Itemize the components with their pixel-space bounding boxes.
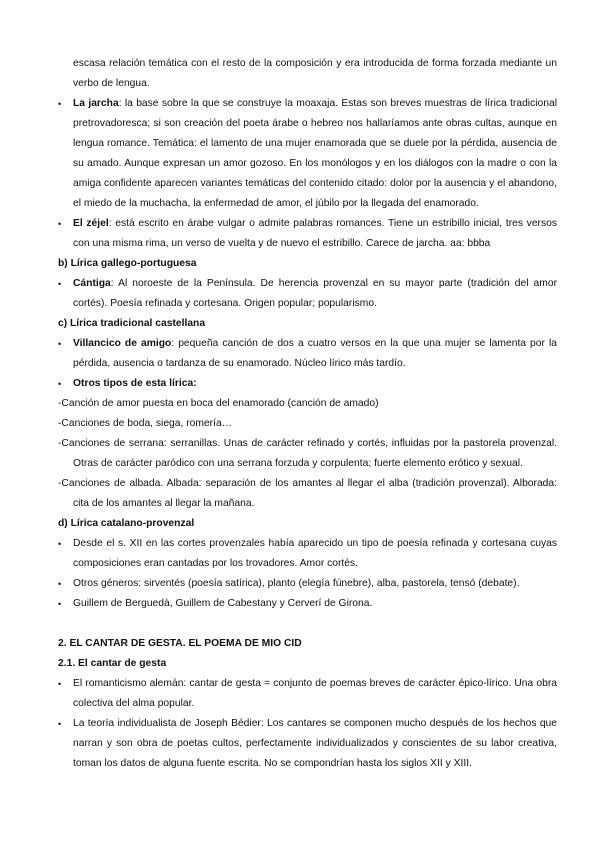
bullet-otros-generos: • Otros géneros: sirventés (poesía satírica), planto (elegía fúnebre), alba, pastorela, tensó (debate). [58, 574, 557, 594]
bullet-romanticismo-aleman: • El romanticismo alemán: cantar de gesta = conjunto de poemas breves de carácter épico-lírico. Una obra colectiva del alma popular. [58, 674, 557, 714]
subsection-heading-el-cantar-de-gesta: 2.1. El cantar de gesta [58, 658, 167, 669]
dash-item-boda-siega: -Canciones de boda, siega, romería… [58, 418, 232, 429]
bullet-icon: • [58, 719, 62, 729]
dash-item-serrana: -Canciones de serrana: serranillas. Unas de carácter refinado y cortés, influidas por la pastorela provenzal. Otras de carácter paródico con una serrana forzuda y corpulenta; fuerte elemento erótico y sexual. [58, 438, 557, 469]
bullet-icon: • [58, 279, 62, 289]
bullet-icon: • [58, 339, 62, 349]
bullet-icon: • [58, 99, 62, 109]
bullet-icon: • [58, 379, 62, 389]
bullet-icon: • [58, 539, 62, 549]
term-cantiga: Cántiga [73, 278, 111, 289]
bullet-icon: • [58, 219, 62, 229]
bullet-jarcha: • La jarcha: la base sobre la que se construye la moaxaja. Estas son breves muestras de lírica tradicional pretrovadoresca; si son creación del poeta árabe o hebreo nos hallaríamos ante obras cultas, aunque en lengua romance. Temática: el lamento de una mujer enamorada que se duele por la pérdida, ausencia de su amado. Aunque expresan un amor gozoso. En los monólogos y en los diálogos con la madre o con la amiga confidente aparecen variantes temáticas del contenido citado: dolor por la ausencia y el abandono, el miedo de la muchacha, la enfermedad de amor, el júbilo por la llegada del enamorado. [58, 94, 557, 214]
subheading-lirica-tradicional-castellana: c) Lírica tradicional castellana [58, 318, 206, 329]
bullet-cantiga: • Cántiga: Al noroeste de la Península. De herencia provenzal en su mayor parte (tradición del amor cortés). Poesía refinada y cortesana. Origen popular; popularismo. [58, 274, 557, 314]
bullet-otros-tipos: • Otros tipos de esta lírica: [58, 374, 557, 394]
subheading-lirica-catalano-provenzal: d) Lírica catalano-provenzal [58, 518, 195, 529]
bullet-zejel: • El zéjel: está escrito en árabe vulgar o admite palabras romances. Tiene un estribillo inicial, tres versos con una misma rima, un verso de vuelta y de nuevo el estribillo. Carece de jarcha. aa: bbba [58, 214, 557, 254]
section-heading-cantar-de-gesta: 2. EL CANTAR DE GESTA. EL POEMA DE MIO CID [58, 638, 302, 649]
term-villancico: Villancico de amigo [73, 338, 172, 349]
bullet-icon: • [58, 599, 62, 609]
term-zejel: El zéjel [73, 218, 109, 229]
bullet-teoria-individualista: • La teoría individualista de Joseph Bédier: Los cantares se componen mucho después de los hechos que narran y son obra de poetas cultos, perfectamente individualizados y conscientes de su labor creativa, toman los datos de alguna fuente escrita. No se compondrían hasta los siglos XII y XIII. [58, 714, 557, 774]
bullet-guillem: • Guillem de Berguedà, Guillem de Cabestany y Cerverí de Girona. [58, 594, 557, 614]
bullet-icon: • [58, 679, 62, 689]
bullet-cortes-provenzales: • Desde el s. XII en las cortes provenzales había aparecido un tipo de poesía refinada y cortesana cuyas composiciones eran cantadas por los trovadores. Amor cortés. [58, 534, 557, 574]
paragraph-moaxaja-continuation: escasa relación temática con el resto de la composición y era introducida de forma forzada mediante un verbo de lengua. [73, 58, 557, 89]
subheading-lirica-gallego-portuguesa: b) Lírica gallego-portuguesa [58, 258, 197, 269]
bullet-villancico: • Villancico de amigo: pequeña canción de dos a cuatro versos en la que una mujer se lamenta por la pérdida, ausencia o tardanza de su enamorado. Núcleo lírico más tardío. [58, 334, 557, 374]
bullet-icon: • [58, 579, 62, 589]
dash-item-cancion-amado: -Canción de amor puesta en boca del enamorado (canción de amado) [58, 398, 379, 409]
term-jarcha: La jarcha [73, 98, 119, 109]
dash-item-albada: -Canciones de albada. Albada: separación de los amantes al llegar el alba (tradición provenzal). Alborada: cita de los amantes al llegar la mañana. [58, 478, 557, 509]
